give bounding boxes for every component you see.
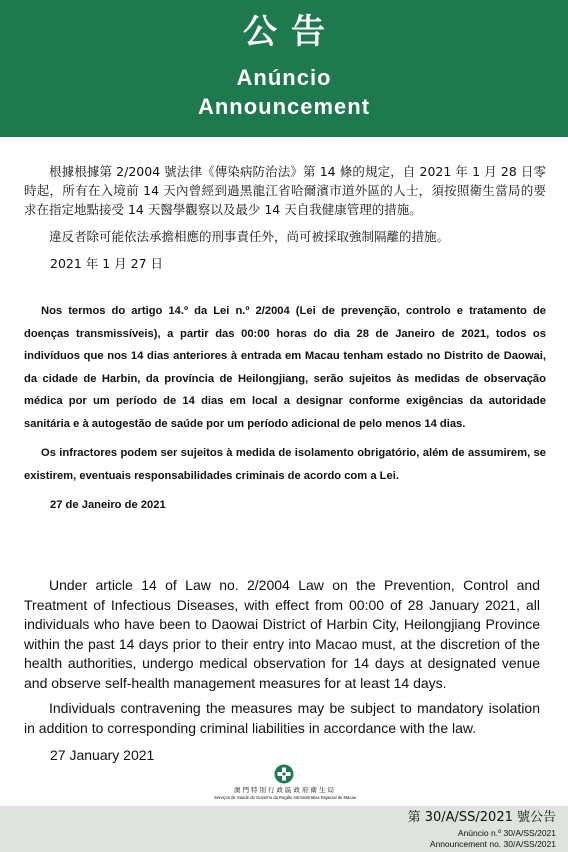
reference-number-portuguese: Anúncio n.º 30/A/SS/2021 [457, 828, 556, 838]
header-banner [0, 0, 568, 137]
health-bureau-name-chinese: 澳門特別行政區政府衛生局 [234, 786, 336, 794]
chinese-paragraph-1: 根據根據第 2/2004 號法律《傳染病防治法》第 14 條的規定，自 2021 年 1 月 28 日零時起，所有在入境前 14 天內曾經到過黑龍江省哈爾濱市道外區的人士，須按照衛生當局的要求在指定地點接受 14 天醫學觀察以及最少 14 天自我健康管理的措施。 [24, 164, 546, 217]
title-english: Announcement [197, 94, 371, 119]
portuguese-paragraph-2: Os infractores podem ser sujeitos à medida de isolamento obrigatório, além de assumirem, se existirem, eventuais responsabilidades criminais de acordo com a Lei. [24, 447, 546, 482]
english-date: 27 January 2021 [50, 747, 155, 763]
health-bureau-logo [210, 764, 360, 802]
english-paragraph-1: Under article 14 of Law no. 2/2004 Law on the Prevention, Control and Treatment of Infectious Diseases, with effect from 00:00 of 28 January 2021, all individuals who have been to Daowai District of Harbin City, Heilongjiang Province within the past 14 days prior to their entry into Macao must, at the discretion of the health authorities, undergo medical observation for 14 days at designated venue and observe self-health management measures for at least 14 days. [24, 577, 540, 691]
title-chinese: 公告 [243, 12, 339, 52]
reference-number-english: Announcement no. 30/A/SS/2021 [429, 839, 556, 849]
portuguese-paragraph-1: Nos termos do artigo 14.º da Lei n.º 2/2004 (Lei de prevenção, controlo e tratamento de doenças transmissíveis), a partir das 00:00 horas do dia 28 de Janeiro de 2021, todos os indivíduos que nos 14 dias anteriores à entrada em Macau tenham estado no Distrito de Daowai, da cidade de Harbin, da província de Heilongjiang, serão sujeitos às medidas de observação médica por um período de 14 dias em local a designar conforme exigências da autoridade sanitária e à autogestão de saúde por um período adicional de pelo menos 14 dias. [24, 305, 546, 430]
chinese-section [24, 162, 546, 273]
health-bureau-name-portuguese: Serviços de Saúde do Governo da Região Administrativa Especial de Macau [213, 795, 357, 800]
chinese-paragraph-2: 違反者除可能依法承擔相應的刑事責任外，尚可被採取強制隔離的措施。 [49, 229, 450, 244]
health-bureau-emblem-icon [274, 764, 294, 784]
title-portuguese: Anúncio [236, 65, 332, 90]
chinese-date: 2021 年 1 月 27 日 [50, 256, 164, 271]
portuguese-date: 27 de Janeiro de 2021 [50, 499, 166, 511]
english-paragraph-2: Individuals contravening the measures may be subject to mandatory isolation in addition to corresponding criminal liabilities in accordance with the law. [24, 700, 540, 736]
reference-number-chinese: 第 30/A/SS/2021 號公告 [407, 810, 556, 825]
footer-bar [0, 806, 568, 852]
portuguese-section [24, 300, 546, 517]
english-section [24, 576, 540, 766]
